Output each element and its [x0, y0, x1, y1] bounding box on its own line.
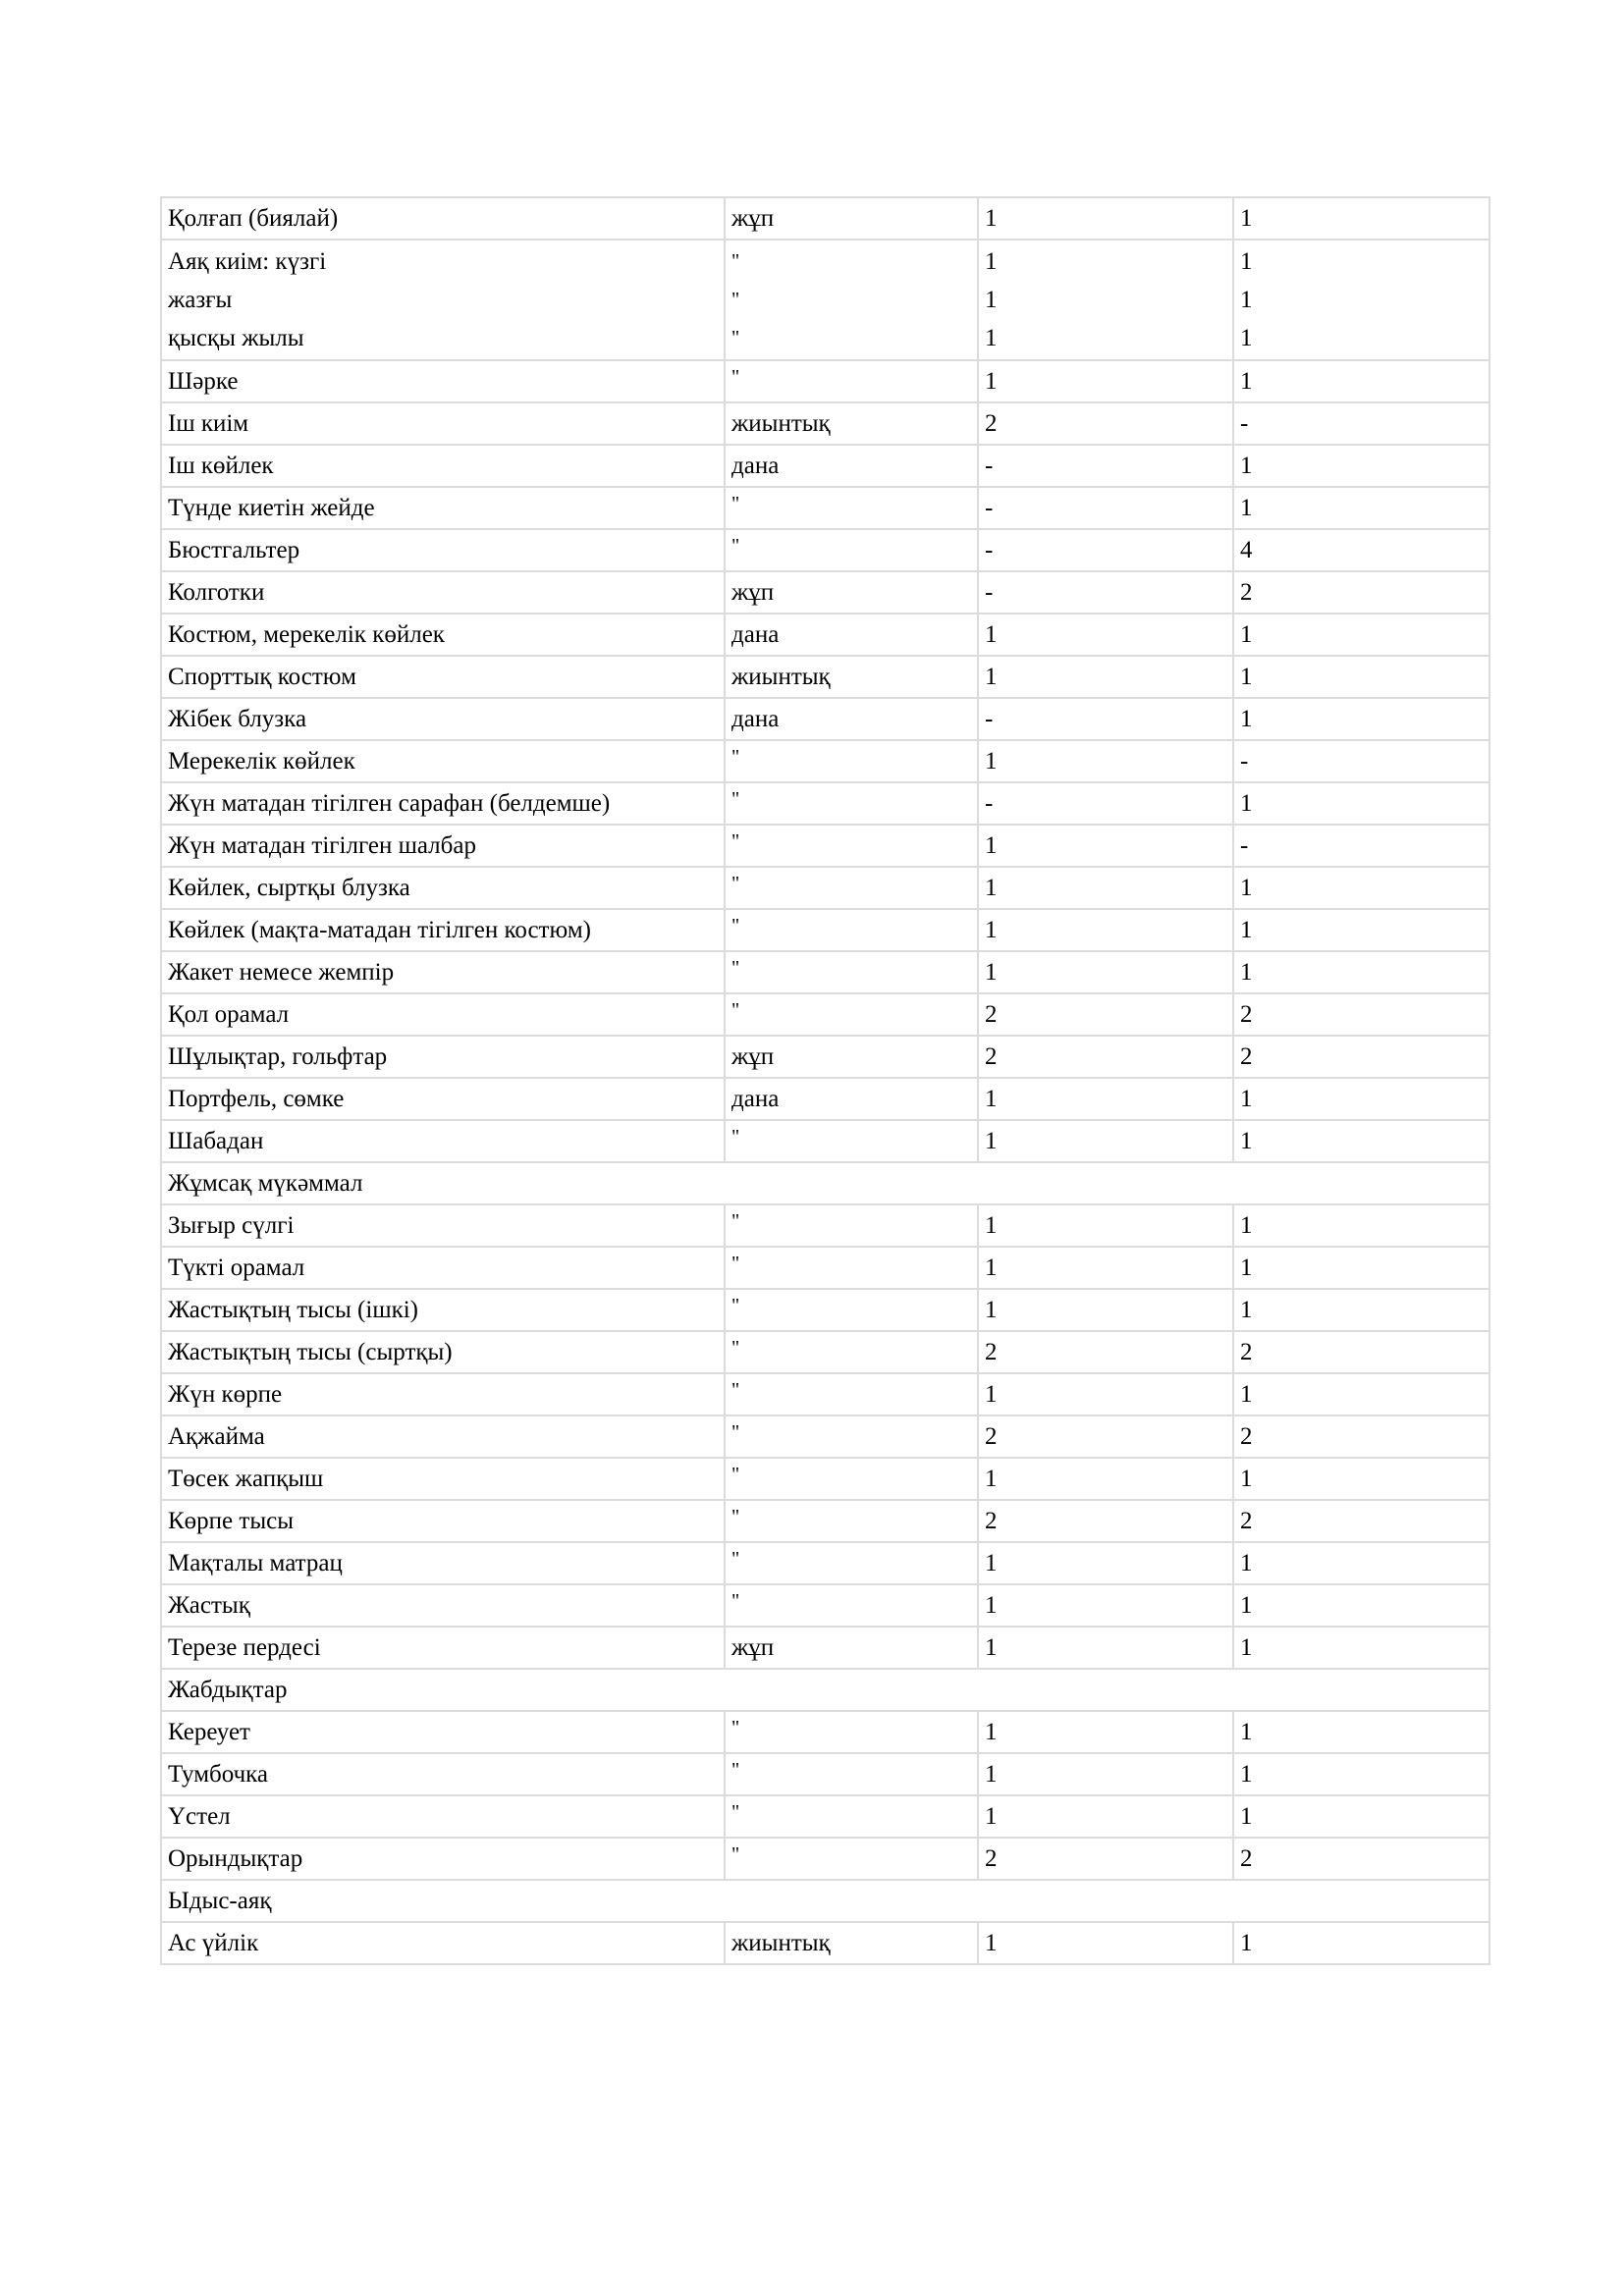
qty-a-cell: 1 [978, 1795, 1233, 1838]
table-row [161, 614, 1489, 656]
qty-a-cell: 1 [978, 740, 1233, 782]
unit-cell: " [725, 1753, 978, 1795]
unit-cell: " [725, 782, 978, 825]
table-row [161, 1373, 1489, 1415]
qty-a-cell: - [978, 445, 1233, 487]
section-row [161, 1880, 1489, 1922]
qty-a-cell: 1 [978, 360, 1233, 402]
table-row [161, 1289, 1489, 1331]
qty-b-line: 1 [1240, 325, 1253, 351]
item-name-cell: Мақталы матрац [161, 1542, 725, 1584]
unit-cell: " [725, 1500, 978, 1542]
qty-a-cell: 2 [978, 1415, 1233, 1458]
qty-b-cell: 1 [1233, 614, 1489, 656]
qty-b-cell: 1 [1233, 656, 1489, 698]
unit-cell: " [725, 993, 978, 1036]
qty-b-cell: 2 [1233, 1036, 1489, 1078]
table-row [161, 1627, 1489, 1669]
qty-b-cell: 1 [1233, 782, 1489, 825]
qty-a-cell: 1 [978, 1753, 1233, 1795]
qty-a-cell: 2 [978, 1500, 1233, 1542]
qty-a-cell: 1 [978, 867, 1233, 909]
table-row [161, 1036, 1489, 1078]
table-row [161, 1753, 1489, 1795]
item-name-cell: Шәрке [161, 360, 725, 402]
qty-a-line: 1 [985, 248, 998, 275]
unit-cell: " [725, 1373, 978, 1415]
qty-a-cell: 1 [978, 1289, 1233, 1331]
item-name-cell: Терезе пердесі [161, 1627, 725, 1669]
qty-a-cell: 2 [978, 402, 1233, 445]
unit-cell: " [725, 951, 978, 993]
item-name-cell: Көрпе тысы [161, 1500, 725, 1542]
table-row [161, 571, 1489, 614]
qty-b-line: 1 [1240, 287, 1253, 313]
unit-cell: " [725, 1838, 978, 1880]
qty-b-line: 1 [1240, 248, 1253, 275]
table-row [161, 1542, 1489, 1584]
item-name-cell: Зығыр сүлгі [161, 1204, 725, 1247]
table-row [161, 1331, 1489, 1373]
table-row [161, 909, 1489, 951]
qty-b-cell: 2 [1233, 571, 1489, 614]
section-title: Ыдыс-аяқ [161, 1880, 1489, 1922]
unit-cell: " [725, 1289, 978, 1331]
qty-b-cell: 1 [1233, 1078, 1489, 1120]
item-name-cell: Ас үйлік [161, 1922, 725, 1964]
table-row [161, 360, 1489, 402]
table-row [161, 197, 1489, 240]
section-title: Жабдықтар [161, 1669, 1489, 1711]
item-name-line: жазғы [168, 287, 233, 313]
qty-a-cell: 1 [978, 1922, 1233, 1964]
qty-a-cell: 1 [978, 951, 1233, 993]
unit-cell: жиынтық [725, 402, 978, 445]
qty-a-line: 1 [985, 287, 998, 313]
section-title: Жұмсақ мүкәммал [161, 1162, 1489, 1204]
table-row [161, 1795, 1489, 1838]
item-name-cell: Көйлек (мақта-матадан тігілген костюм) [161, 909, 725, 951]
qty-a-cell: - [978, 782, 1233, 825]
qty-b-cell [1233, 240, 1489, 360]
unit-cell: дана [725, 445, 978, 487]
qty-b-cell: 2 [1233, 1415, 1489, 1458]
item-name-cell: Мерекелік көйлек [161, 740, 725, 782]
qty-b-cell: 1 [1233, 1795, 1489, 1838]
item-name-line: қысқы жылы [168, 325, 304, 351]
unit-cell: жиынтық [725, 1922, 978, 1964]
qty-a-cell: 1 [978, 1627, 1233, 1669]
qty-b-cell: 1 [1233, 1711, 1489, 1753]
table-body [161, 197, 1489, 1964]
item-name-cell: Шұлықтар, гольфтар [161, 1036, 725, 1078]
qty-b-cell: 1 [1233, 1204, 1489, 1247]
table-row [161, 951, 1489, 993]
qty-a-cell: 1 [978, 1584, 1233, 1627]
unit-cell: " [725, 740, 978, 782]
qty-b-cell: 1 [1233, 360, 1489, 402]
table-row [161, 1120, 1489, 1162]
table-row [161, 1458, 1489, 1500]
unit-cell: " [725, 1415, 978, 1458]
qty-b-cell: 1 [1233, 1458, 1489, 1500]
qty-b-cell: 1 [1233, 487, 1489, 529]
unit-line: " [731, 327, 740, 348]
qty-a-cell: 1 [978, 825, 1233, 867]
table-row [161, 656, 1489, 698]
table-row [161, 867, 1489, 909]
table-row [161, 1922, 1489, 1964]
qty-b-cell: 1 [1233, 445, 1489, 487]
qty-a-cell: - [978, 571, 1233, 614]
qty-a-cell: 1 [978, 656, 1233, 698]
qty-a-cell [978, 240, 1233, 360]
unit-cell: " [725, 1247, 978, 1289]
qty-a-cell: 2 [978, 1036, 1233, 1078]
unit-cell: жиынтық [725, 656, 978, 698]
qty-b-cell: 1 [1233, 1120, 1489, 1162]
item-name-cell: Бюстгальтер [161, 529, 725, 571]
qty-a-cell: 1 [978, 1458, 1233, 1500]
qty-b-cell: 1 [1233, 909, 1489, 951]
item-name-cell: Іш киім [161, 402, 725, 445]
qty-a-cell: 1 [978, 909, 1233, 951]
unit-cell: " [725, 529, 978, 571]
table-row [161, 825, 1489, 867]
item-name-cell: Түнде киетін жейде [161, 487, 725, 529]
qty-a-cell: 1 [978, 1542, 1233, 1584]
qty-a-cell: 2 [978, 993, 1233, 1036]
qty-b-cell: 2 [1233, 993, 1489, 1036]
table-row [161, 1500, 1489, 1542]
unit-cell: дана [725, 614, 978, 656]
item-name-cell: Жастық [161, 1584, 725, 1627]
item-name-cell: Кереует [161, 1711, 725, 1753]
item-name-cell: Қол орамал [161, 993, 725, 1036]
table-row [161, 1838, 1489, 1880]
unit-cell: " [725, 1120, 978, 1162]
item-name-cell: Жүн көрпе [161, 1373, 725, 1415]
qty-b-cell: 1 [1233, 1373, 1489, 1415]
item-name-cell: Жүн матадан тігілген сарафан (белдемше) [161, 782, 725, 825]
table-row [161, 1204, 1489, 1247]
unit-cell: " [725, 487, 978, 529]
table-row [161, 993, 1489, 1036]
unit-cell: " [725, 360, 978, 402]
unit-cell: жұп [725, 571, 978, 614]
table-row [161, 1415, 1489, 1458]
qty-b-cell: 1 [1233, 1247, 1489, 1289]
section-row [161, 1162, 1489, 1204]
qty-a-cell: - [978, 529, 1233, 571]
unit-cell: " [725, 909, 978, 951]
qty-b-cell: 1 [1233, 1922, 1489, 1964]
qty-b-cell: 2 [1233, 1838, 1489, 1880]
table-row [161, 402, 1489, 445]
qty-b-cell: 1 [1233, 1627, 1489, 1669]
qty-b-cell: 2 [1233, 1500, 1489, 1542]
qty-b-cell: 1 [1233, 1542, 1489, 1584]
table-row [161, 698, 1489, 740]
unit-cell: дана [725, 1078, 978, 1120]
unit-cell: " [725, 825, 978, 867]
qty-a-cell: 1 [978, 1711, 1233, 1753]
qty-a-cell: 2 [978, 1838, 1233, 1880]
qty-a-cell: - [978, 487, 1233, 529]
item-name-cell: Шабадан [161, 1120, 725, 1162]
qty-b-cell: 1 [1233, 951, 1489, 993]
table-row [161, 529, 1489, 571]
unit-cell: " [725, 1542, 978, 1584]
qty-b-cell: - [1233, 402, 1489, 445]
qty-b-cell: 1 [1233, 698, 1489, 740]
qty-b-cell: 1 [1233, 1753, 1489, 1795]
unit-cell: " [725, 1584, 978, 1627]
item-name-cell: Көйлек, сыртқы блузка [161, 867, 725, 909]
item-name-cell: Ақжайма [161, 1415, 725, 1458]
qty-b-cell: 1 [1233, 197, 1489, 240]
unit-cell: жұп [725, 197, 978, 240]
qty-a-line: 1 [985, 325, 998, 351]
item-name-cell: Жүн матадан тігілген шалбар [161, 825, 725, 867]
unit-cell: " [725, 1331, 978, 1373]
unit-cell [725, 240, 978, 360]
qty-a-cell: 1 [978, 1247, 1233, 1289]
table-row [161, 782, 1489, 825]
unit-cell: " [725, 1204, 978, 1247]
inventory-table [160, 196, 1490, 1965]
unit-cell: дана [725, 698, 978, 740]
unit-line: " [731, 289, 740, 310]
table-row [161, 1078, 1489, 1120]
item-name-cell: Жастықтың тысы (сыртқы) [161, 1331, 725, 1373]
section-row [161, 1669, 1489, 1711]
item-name-cell: Үстел [161, 1795, 725, 1838]
table-row [161, 1711, 1489, 1753]
qty-a-cell: 1 [978, 1204, 1233, 1247]
table-row [161, 487, 1489, 529]
qty-a-cell: 1 [978, 197, 1233, 240]
qty-a-cell: - [978, 698, 1233, 740]
unit-cell: " [725, 1795, 978, 1838]
unit-cell: " [725, 867, 978, 909]
unit-cell: " [725, 1711, 978, 1753]
item-name-cell: Түкті орамал [161, 1247, 725, 1289]
item-name-cell: Жакет немесе жемпір [161, 951, 725, 993]
item-name-cell: Жастықтың тысы (ішкі) [161, 1289, 725, 1331]
qty-a-cell: 1 [978, 1120, 1233, 1162]
item-name-cell: Іш көйлек [161, 445, 725, 487]
item-name-cell: Жібек блузка [161, 698, 725, 740]
qty-b-cell: - [1233, 825, 1489, 867]
item-name-cell: Төсек жапқыш [161, 1458, 725, 1500]
qty-b-cell: 1 [1233, 1584, 1489, 1627]
table-row [161, 1584, 1489, 1627]
qty-a-cell: 2 [978, 1331, 1233, 1373]
qty-b-cell: 1 [1233, 1289, 1489, 1331]
qty-a-cell: 1 [978, 614, 1233, 656]
qty-a-cell: 1 [978, 1373, 1233, 1415]
qty-b-cell: 1 [1233, 867, 1489, 909]
unit-cell: " [725, 1458, 978, 1500]
unit-cell: жұп [725, 1036, 978, 1078]
table-row [161, 1247, 1489, 1289]
qty-b-cell: - [1233, 740, 1489, 782]
table-row [161, 240, 1489, 360]
item-name-cell: Портфель, сөмке [161, 1078, 725, 1120]
item-name-cell: Қолғап (биялай) [161, 197, 725, 240]
item-name-line: Аяқ киім: күзгі [168, 248, 327, 275]
item-name-cell [161, 240, 725, 360]
qty-b-cell: 4 [1233, 529, 1489, 571]
unit-cell: жұп [725, 1627, 978, 1669]
item-name-cell: Спорттық костюм [161, 656, 725, 698]
qty-b-cell: 2 [1233, 1331, 1489, 1373]
item-name-cell: Орындықтар [161, 1838, 725, 1880]
unit-line: " [731, 250, 740, 272]
qty-a-cell: 1 [978, 1078, 1233, 1120]
table-row [161, 740, 1489, 782]
item-name-cell: Колготки [161, 571, 725, 614]
item-name-cell: Тумбочка [161, 1753, 725, 1795]
item-name-cell: Костюм, мерекелік көйлек [161, 614, 725, 656]
table-row [161, 445, 1489, 487]
